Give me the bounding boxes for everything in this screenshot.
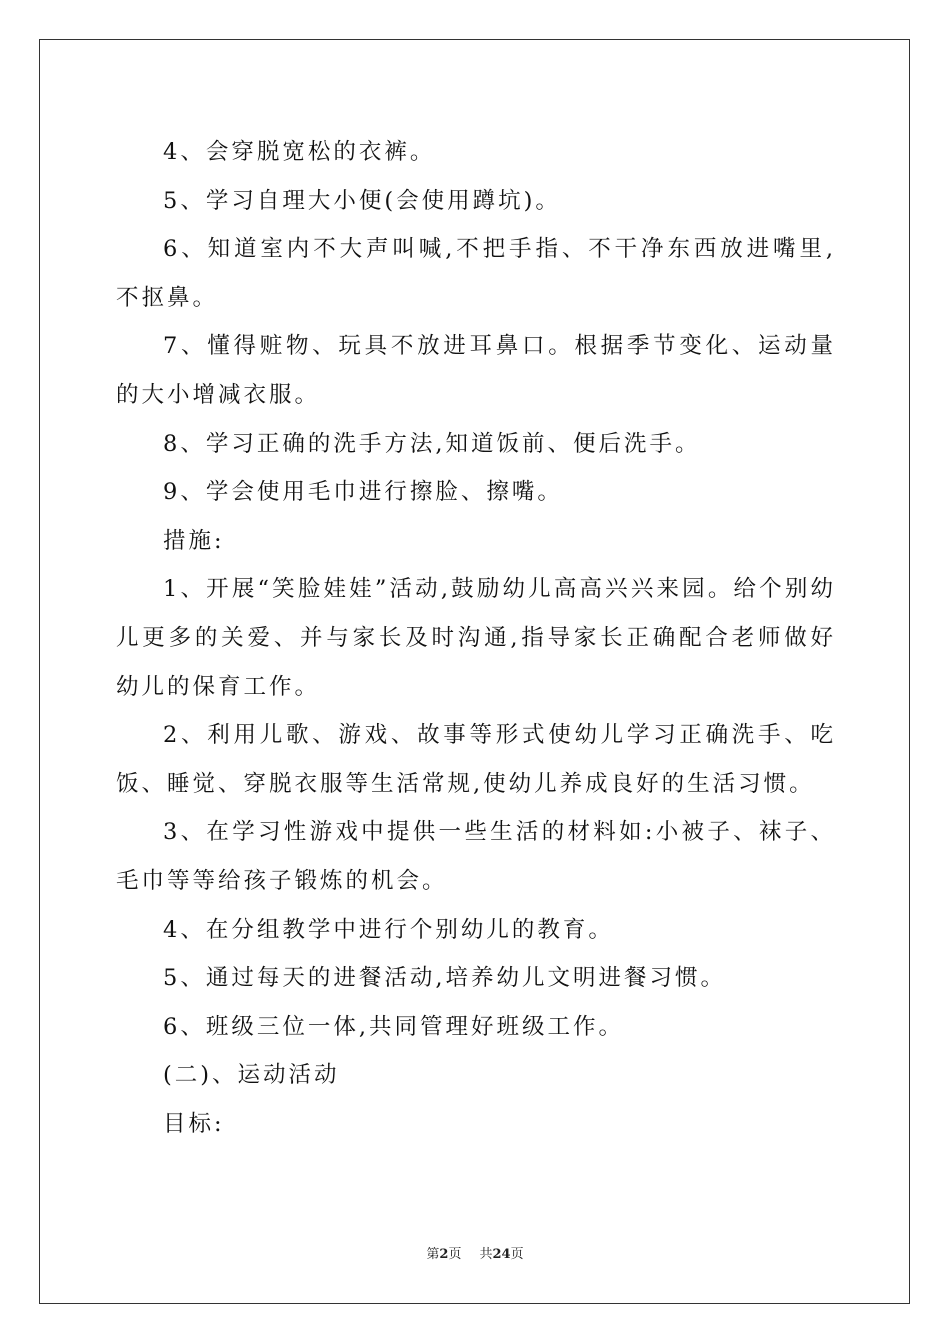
total-label-suffix: 页 xyxy=(510,1247,524,1262)
paragraph: 7、懂得赃物、玩具不放进耳鼻口。根据季节变化、运动量的大小增减衣服。 xyxy=(116,333,836,408)
paragraph: 6、班级三位一体,共同管理好班级工作。 xyxy=(163,1013,624,1040)
total-label-prefix: 共 xyxy=(479,1247,493,1262)
paragraph: 9、学会使用毛巾进行擦脸、擦嘴。 xyxy=(163,479,563,506)
paragraph: 5、学习自理大小便(会使用蹲坑)。 xyxy=(163,187,561,214)
paragraph: 5、通过每天的进餐活动,培养幼儿文明进餐习惯。 xyxy=(163,965,726,992)
paragraph: 6、知道室内不大声叫喊,不把手指、不干净东西放进嘴里,不抠鼻。 xyxy=(116,236,836,311)
page-label-suffix: 页 xyxy=(448,1247,462,1262)
paragraph: 8、学习正确的洗手方法,知道饭前、便后洗手。 xyxy=(163,430,701,457)
paragraph: 3、在学习性游戏中提供一些生活的材料如:小被子、袜子、毛巾等等给孩子锻炼的机会。 xyxy=(116,819,836,894)
paragraph: 1、开展“笑脸娃娃”活动,鼓励幼儿高高兴兴来园。给个别幼儿更多的关爱、并与家长及时沟通,指导家长正确配合老师做好幼儿的保育工作。 xyxy=(116,576,836,700)
paragraph: 4、会穿脱宽松的衣裤。 xyxy=(163,139,436,165)
document-body xyxy=(116,128,836,1148)
page-label-prefix: 第 xyxy=(426,1247,440,1262)
paragraph: 4、在分组教学中进行个别幼儿的教育。 xyxy=(163,916,614,943)
section-heading-measures: 措施: xyxy=(163,527,225,554)
paragraph: 2、利用儿歌、游戏、故事等形式使幼儿学习正确洗手、吃饭、睡觉、穿脱衣服等生活常规,使幼儿养成良好的生活习惯。 xyxy=(116,722,836,797)
section-heading-sports: (二)、运动活动 xyxy=(163,1062,340,1089)
page-footer xyxy=(0,1243,950,1262)
section-heading-goals: 目标: xyxy=(163,1110,225,1137)
total-pages: 24 xyxy=(492,1247,511,1262)
page-number: 2 xyxy=(439,1247,449,1262)
